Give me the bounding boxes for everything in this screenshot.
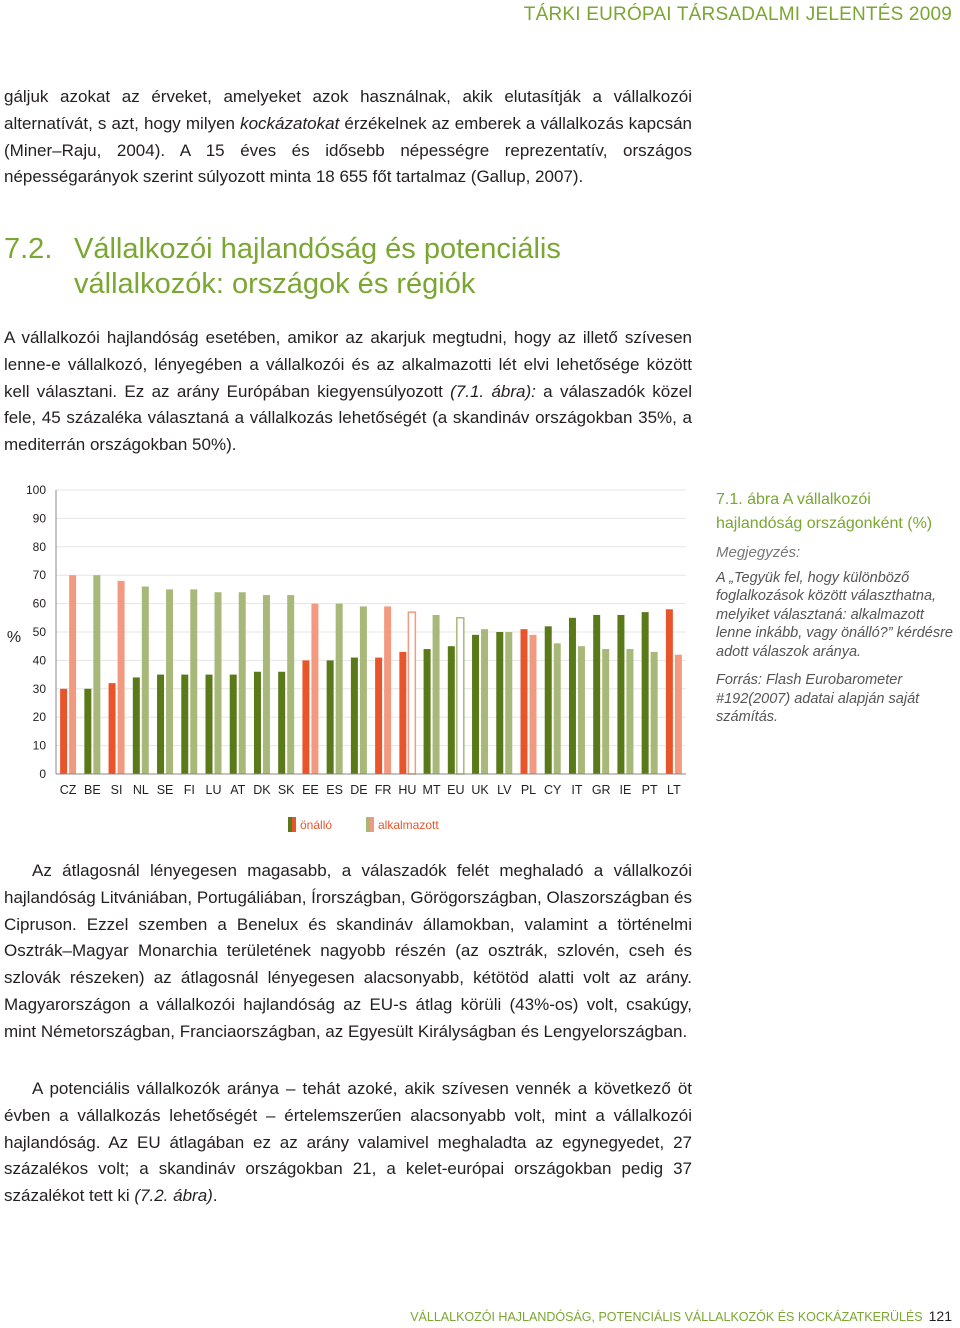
bar-self [278, 672, 285, 774]
y-tick-label: 30 [32, 681, 46, 696]
x-tick-label: IT [571, 783, 583, 797]
x-tick-label: BE [84, 783, 101, 797]
bar-self [472, 635, 479, 774]
bar-employee [166, 589, 173, 774]
bar-employee [505, 632, 512, 774]
bar-employee [651, 652, 658, 774]
page-number: 121 [928, 1308, 952, 1324]
x-tick-label: LT [667, 783, 681, 797]
body-p2-text-1: A potenciális vállalkozók aránya – tehát azoké, akik szívesen vennék a következő öt évben a vállalkozás lehetőségét – értelemszerűen alacsonyabb volt, mint a vállalkozói hajlandóság. Az EU átlagában ez az arány valamivel meghaladta az egynegyedet, 27 százalékos volt; a skandináv országokban 21, a kelet-európai országokban pedig 37 százalékot tett ki [4, 1079, 692, 1206]
legend-swatch-employee-highlight [370, 817, 374, 832]
bar-employee [93, 575, 100, 774]
intro-text-1: gáljuk azokat az érveket, amelyeket azok használnak, akik elutasítják a vállalkozói alternatívát, s azt, hogy milyen [4, 87, 692, 133]
bar-self [424, 649, 431, 774]
bar-employee [239, 592, 246, 774]
intro-emphasis: kockázatokat [240, 113, 340, 133]
bar-self [157, 675, 164, 774]
bar-employee [675, 655, 682, 774]
bar-employee [360, 606, 367, 774]
bar-self [181, 675, 188, 774]
bar-employee [336, 604, 343, 774]
section-title: Vállalkozói hajlandóság és potenciális vállalkozók: országok és régiók [74, 233, 561, 300]
bar-employee [408, 612, 415, 774]
y-tick-label: 10 [32, 738, 46, 753]
y-tick-label: 0 [39, 767, 46, 781]
section-paragraph [4, 325, 692, 459]
figure-source: Forrás: Flash Eurobarometer #192(2007) adatai alapján saját számítás. [716, 672, 920, 725]
y-tick-label: 40 [32, 653, 46, 668]
x-tick-label: ES [326, 783, 343, 797]
x-tick-label: SK [277, 783, 295, 797]
x-tick-label: AT [230, 783, 246, 797]
figure-reference: (7.1. ábra): [450, 381, 536, 401]
y-tick-label: 80 [32, 539, 46, 554]
body-p2-text-2: . [212, 1186, 218, 1206]
figure-reference-2: (7.2. ábra) [134, 1186, 213, 1206]
x-tick-label: DK [253, 783, 271, 797]
bar-self [666, 609, 673, 774]
bar-self [448, 646, 455, 774]
bar-self [545, 626, 552, 774]
legend-swatch-employee-light [366, 817, 370, 832]
x-tick-label: SI [110, 783, 123, 797]
bar-employee [263, 595, 270, 774]
y-tick-label: 20 [32, 710, 46, 725]
page-footer [410, 1308, 952, 1324]
bar-self [327, 660, 334, 774]
bar-self [569, 618, 576, 774]
chart-legend [288, 817, 439, 832]
x-tick-label: IE [619, 783, 632, 797]
bar-chart [0, 476, 700, 836]
bar-employee [433, 615, 440, 774]
x-tick-label: PT [641, 783, 658, 797]
bar-employee [554, 643, 561, 774]
bar-self [302, 660, 309, 774]
bar-employee [578, 646, 585, 774]
bar-employee [311, 604, 318, 774]
figure-note: A „Tegyük fel, hogy különböző foglalkozások között választhatna, melyiket választaná: alkalmazott lenne inkább, vagy önálló?” kérdésre adott válaszok aránya. [716, 569, 953, 660]
x-tick-label: UK [471, 783, 489, 797]
legend-swatch-self-dark [288, 817, 292, 832]
legend-swatch-self-highlight [292, 817, 296, 832]
bar-self [399, 652, 406, 774]
x-axis-ticks [60, 783, 681, 797]
bar-employee [626, 649, 633, 774]
bar-employee [69, 575, 76, 774]
bar-employee [602, 649, 609, 774]
bar-self [84, 689, 91, 774]
x-tick-label: FR [374, 783, 392, 797]
y-tick-label: 100 [25, 483, 46, 497]
bar-employee [457, 618, 464, 774]
x-tick-label: CY [544, 783, 562, 797]
bar-employee [530, 635, 537, 774]
bar-self [496, 632, 503, 774]
y-tick-label: 70 [32, 568, 46, 583]
bar-self [642, 612, 649, 774]
bar-employee [384, 606, 391, 774]
bar-self [375, 658, 382, 774]
x-tick-label: HU [398, 783, 417, 797]
x-tick-label: LV [497, 783, 512, 797]
bar-self [60, 689, 67, 774]
bar-employee [142, 587, 149, 774]
intro-text-2: érzékelnek az emberek a vállalkozás kapcsán (Miner–Raju, 2004). A 15 éves és idősebb népességre reprezentatív, országos népességarányok szerint súlyozott minta 18 655 főt tartalmaz (Gallup, 2007). [4, 113, 692, 187]
bar-self [230, 675, 237, 774]
body-paragraph-2 [4, 1076, 692, 1210]
y-tick-label: 50 [32, 625, 46, 639]
chart-bars [60, 575, 682, 774]
x-tick-label: FI [183, 783, 195, 797]
chart-gridlines [56, 490, 686, 746]
x-tick-label: SE [156, 783, 174, 797]
x-tick-label: PL [520, 783, 537, 797]
figure-note-label: Megjegyzés: [716, 544, 801, 561]
bar-employee [287, 595, 294, 774]
x-tick-label: NL [132, 783, 149, 797]
figure-caption [716, 488, 956, 727]
bar-self [109, 683, 116, 774]
running-header: TÁRKI EURÓPAI TÁRSADALMI JELENTÉS 2009 [523, 4, 952, 25]
bar-self [351, 658, 358, 774]
x-tick-label: GR [591, 783, 611, 797]
section-number: 7.2. [4, 233, 53, 265]
bar-self [593, 615, 600, 774]
intro-paragraph [4, 84, 692, 191]
body-paragraph-1: Az átlagosnál lényegesen magasabb, a válaszadók felét meghaladó a vállalkozói hajlandóság Litvániában, Portugáliában, Írországban, Görögországban, Olaszországban és Cipruson. Ezzel szemben a Benelux és skandináv államokban, valamint a történelmi Osztrák–Magyar Monarchia területének nagyobb részén (az osztrák, szlovén, cseh és szlovák részeken) az átlagosnál lényegesen alacsonyabb, kétötöd alatti volt az arány. Magyarországon a vállalkozói hajlandóság az EU-s átlag körüli (43%-os) volt, csakúgy, mint Németországban, Franciaországban, az Egyesült Királyságban és Lengyelországban. [4, 861, 693, 1041]
y-axis-ticks [26, 483, 46, 781]
bar-self [133, 677, 140, 774]
figure-caption-title: 7.1. ábra A vállalkozói hajlandóság országonként (%) [716, 491, 933, 532]
x-tick-label: CZ [59, 783, 77, 797]
y-tick-label: 60 [32, 596, 46, 611]
bar-employee [481, 629, 488, 774]
x-tick-label: EU [447, 783, 465, 797]
y-tick-label: 90 [32, 511, 46, 526]
legend-self-label: önálló [300, 818, 333, 832]
bar-employee [215, 592, 222, 774]
x-tick-label: LU [205, 783, 222, 797]
footer-running-title: VÁLLALKOZÓI HAJLANDÓSÁG, POTENCIÁLIS VÁLLALKOZÓK ÉS KOCKÁZATKERÜLÉS [410, 1310, 923, 1324]
x-tick-label: MT [422, 783, 441, 797]
section-text-1: A vállalkozói hajlandóság esetében, amikor az akarjuk megtudni, hogy az illető szívesen lenne-e vállalkozó, lényegében a vállalkozói és az alkalmazotti lét elvi lehetősége között kell választani. Ez az arány Európában kiegyensúlyozott [4, 328, 692, 401]
bar-employee [190, 589, 197, 774]
bar-self [254, 672, 261, 774]
bar-self [521, 629, 528, 774]
legend-employee-label: alkalmazott [378, 818, 439, 832]
bar-self [206, 675, 213, 774]
x-tick-label: EE [302, 783, 319, 797]
bar-self [617, 615, 624, 774]
y-axis-label: % [6, 629, 22, 646]
bar-employee [118, 581, 125, 774]
x-tick-label: DE [350, 783, 368, 797]
section-text-2: a válaszadók közel fele, 45 százaléka választaná a vállalkozás lehetőségét (a skandináv országokban 35%, a mediterrán országokban 50%). [4, 381, 692, 455]
